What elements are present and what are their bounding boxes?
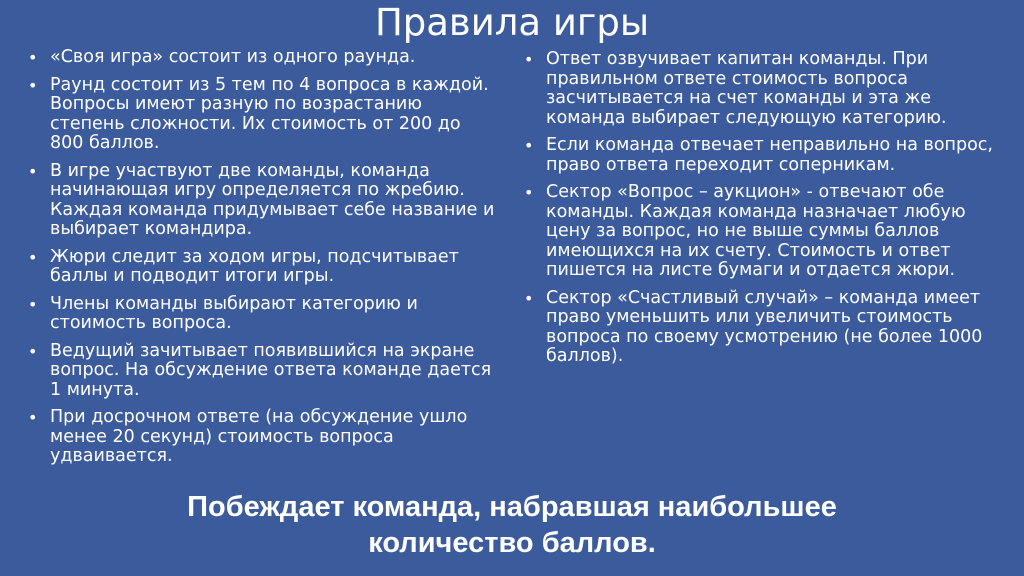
rule-text: Раунд состоит из 5 тем по 4 вопроса в каждой. Вопросы имеют разную по возрастанию степень сложности. Их стоимость от 200 до 800 баллов.: [50, 74, 489, 153]
bullet-icon: •: [28, 48, 38, 67]
rule-item: [28, 342, 498, 401]
rules-list-left: [28, 48, 498, 475]
conclusion-line-1: Побеждает команда, набравшая наибольшее: [187, 491, 837, 523]
rule-item: [524, 50, 994, 128]
rule-text: Ответ озвучивает капитан команды. При правильном ответе стоимость вопроса засчитывается на счет команды и эта же команда выбирает следующую категорию.: [546, 49, 947, 128]
bullet-icon: •: [524, 50, 534, 69]
rule-text: При досрочном ответе (на обсуждение ушло менее 20 секунд) стоимость вопроса удваивается.: [50, 407, 468, 466]
bullet-icon: •: [28, 408, 38, 427]
rule-text: Если команда отвечает неправильно на вопрос, право ответа переходит соперникам.: [546, 135, 993, 175]
rule-item: [524, 136, 994, 175]
slide-title: Правила игры: [374, 1, 650, 44]
bullet-icon: •: [28, 341, 38, 361]
conclusion-line-2: количество баллов.: [368, 527, 656, 559]
bullet-icon: •: [28, 294, 38, 314]
rule-item: [28, 48, 498, 68]
rule-item: [524, 289, 994, 367]
rule-item: [28, 295, 498, 334]
rule-text: Члены команды выбирают категорию и стоимость вопроса.: [50, 293, 418, 333]
bullet-icon: •: [28, 247, 38, 267]
rule-text: Сектор «Вопрос – аукцион» - отвечают обе команды. Каждая команда назначает любую цену за вопрос, но не выше суммы баллов имеющихся на их счету. Стоимость и ответ пишется на листе бумаги и отдается жюри.: [546, 182, 966, 280]
rules-list-right: [524, 50, 994, 375]
rule-item: [28, 408, 498, 467]
rule-item: [524, 183, 994, 281]
rule-text: Ведущий зачитывает появившийся на экране вопрос. На обсуждение ответа команде дается 1 минута.: [50, 340, 492, 400]
rule-item: [28, 76, 498, 154]
bullet-icon: •: [28, 161, 38, 181]
rule-text: В игре участвуют две команды, команда начинающая игру определяется по жребию. Каждая команда придумывает себе название и выбирает командира.: [50, 160, 495, 239]
bullet-icon: •: [524, 288, 534, 308]
rule-text: «Своя игра» состоит из одного раунда.: [50, 47, 416, 67]
rule-item: [28, 248, 498, 287]
bullet-icon: •: [524, 136, 534, 155]
bullet-icon: •: [28, 75, 38, 95]
rule-text: Сектор «Счастливый случай» – команда имеет право уменьшить или увеличить стоимость вопроса по своему усмотрению (не более 1000 баллов).: [546, 287, 983, 366]
rule-text: Жюри следит за ходом игры, подсчитывает баллы и подводит итоги игры.: [50, 246, 459, 286]
conclusion-text: [0, 489, 1024, 561]
bullet-icon: •: [524, 183, 534, 202]
rule-item: [28, 162, 498, 240]
